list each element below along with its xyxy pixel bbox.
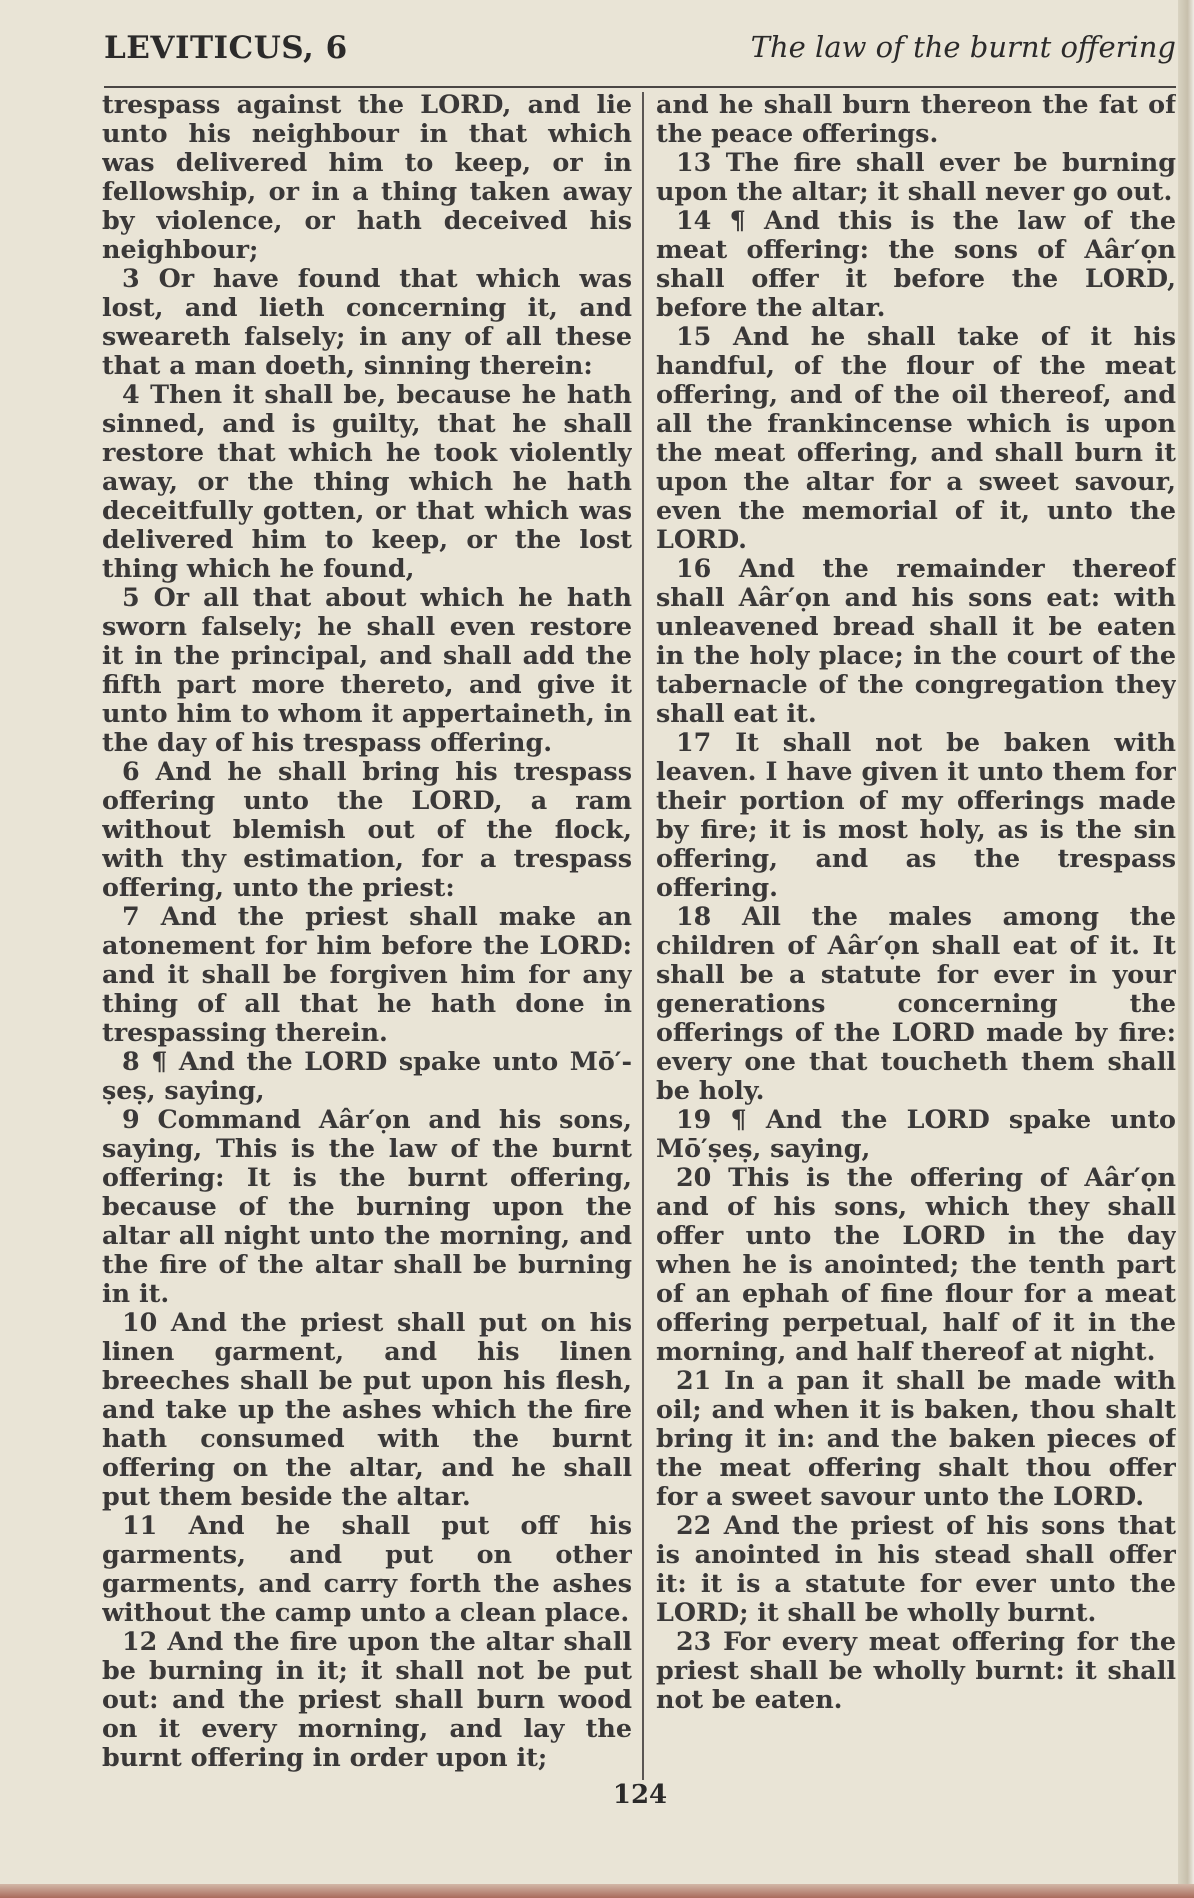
verse-paragraph: 18 All the males among the children of Aâr′ọn shall eat of it. It shall be a statute for ever in your generations concerning the offerings of the LORD made by fire: every one that toucheth them shall be holy. bbox=[656, 901, 1176, 1105]
verse-paragraph: 5 Or all that about which he hath sworn falsely; he shall even restore it in the principal, and shall add the fifth part more thereto, and give it unto him to whom it appertaineth, in the day of his trespass offering. bbox=[102, 582, 632, 757]
verse-paragraph: 23 For every meat offering for the priest shall be wholly burnt: it shall not be eaten. bbox=[656, 1626, 1176, 1714]
verse-paragraph: 16 And the remainder thereof shall Aâr′ọn and his sons eat: with unleavened bread shall it be eaten in the holy place; in the court of the tabernacle of the congregation they shall eat it. bbox=[656, 553, 1176, 728]
header-rule bbox=[104, 86, 1176, 88]
verse-paragraph: 17 It shall not be baken with leaven. I have given it unto them for their portion of my offerings made by fire; it is most holy, as is the sin offering, and as the trespass offering. bbox=[656, 727, 1176, 902]
verse-paragraph: 13 The fire shall ever be burning upon the altar; it shall never go out. bbox=[656, 147, 1176, 206]
verse-paragraph: 11 And he shall put off his garments, and put on other garments, and carry forth the ashes without the camp unto a clean place. bbox=[102, 1510, 632, 1627]
left-column bbox=[102, 90, 632, 1780]
verse-paragraph: 20 This is the offering of Aâr′ọn and of his sons, which they shall offer unto the LORD in the day when he is anointed; the tenth part of an ephah of fine flour for a meat offering perpetual, half of it in the morning, and half thereof at night. bbox=[656, 1162, 1176, 1366]
page-edge-shadow bbox=[1178, 0, 1194, 1898]
verse-paragraph: 15 And he shall take of it his handful, of the flour of the meat offering, and of the oil thereof, and all the frankincense which is upon the meat offering, and shall burn it upon the altar for a sweet savour, even the memorial of it, unto the LORD. bbox=[656, 321, 1176, 554]
right-column bbox=[656, 90, 1176, 1780]
verse-paragraph: and he shall burn thereon the fat of the peace offerings. bbox=[656, 90, 1176, 148]
verse-paragraph: 4 Then it shall be, because he hath sinned, and is guilty, that he shall restore that which he took violently away, or the thing which he hath deceitfully gotten, or that which was delivered him to keep, or the lost thing which he found, bbox=[102, 379, 632, 583]
verse-paragraph: 8 ¶ And the LORD spake unto Mō′-ṣeṣ, saying, bbox=[102, 1046, 632, 1105]
verse-paragraph: 12 And the fire upon the altar shall be burning in it; it shall not be put out: and the priest shall burn wood on it every morning, and lay the burnt offering in order upon it; bbox=[102, 1626, 632, 1772]
verse-paragraph: 7 And the priest shall make an atonement for him before the LORD: and it shall be forgiven him for any thing of all that he hath done in trespassing therein. bbox=[102, 901, 632, 1047]
book-cover-edge bbox=[0, 1884, 1194, 1898]
column-divider bbox=[642, 92, 644, 1780]
page-number: 124 bbox=[612, 1780, 668, 1810]
verse-paragraph: 14 ¶ And this is the law of the meat offering: the sons of Aâr′ọn shall offer it before the LORD, before the altar. bbox=[656, 205, 1176, 322]
verse-paragraph: 21 In a pan it shall be made with oil; and when it is baken, thou shalt bring it in: and the baken pieces of the meat offering shalt thou offer for a sweet savour unto the LORD. bbox=[656, 1365, 1176, 1511]
verse-paragraph: 10 And the priest shall put on his linen garment, and his linen breeches shall be put upon his flesh, and take up the ashes which the fire hath consumed with the burnt offering on the altar, and he shall put them beside the altar. bbox=[102, 1307, 632, 1511]
verse-paragraph: trespass against the LORD, and lie unto his neighbour in that which was delivered him to keep, or in fellowship, or in a thing taken away by violence, or hath deceived his neighbour; bbox=[102, 90, 632, 264]
book-chapter-title: LEVITICUS, 6 bbox=[104, 30, 348, 66]
verse-paragraph: 6 And he shall bring his trespass offering unto the LORD, a ram without blemish out of the flock, with thy estimation, for a trespass offering, unto the priest: bbox=[102, 756, 632, 902]
page-header bbox=[104, 28, 1176, 84]
verse-paragraph: 9 Command Aâr′ọn and his sons, saying, This is the law of the burnt offering: It is the burnt offering, because of the burning upon the altar all night unto the morning, and the fire of the altar shall be burning in it. bbox=[102, 1104, 632, 1308]
verse-paragraph: 22 And the priest of his sons that is anointed in his stead shall offer it: it is a statute for ever unto the LORD; it shall be wholly burnt. bbox=[656, 1510, 1176, 1627]
section-heading: The law of the burnt offering bbox=[750, 30, 1176, 64]
verse-paragraph: 19 ¶ And the LORD spake unto Mō′ṣeṣ, saying, bbox=[656, 1104, 1176, 1163]
verse-paragraph: 3 Or have found that which was lost, and lieth concerning it, and sweareth falsely; in any of all these that a man doeth, sinning therein: bbox=[102, 263, 632, 380]
